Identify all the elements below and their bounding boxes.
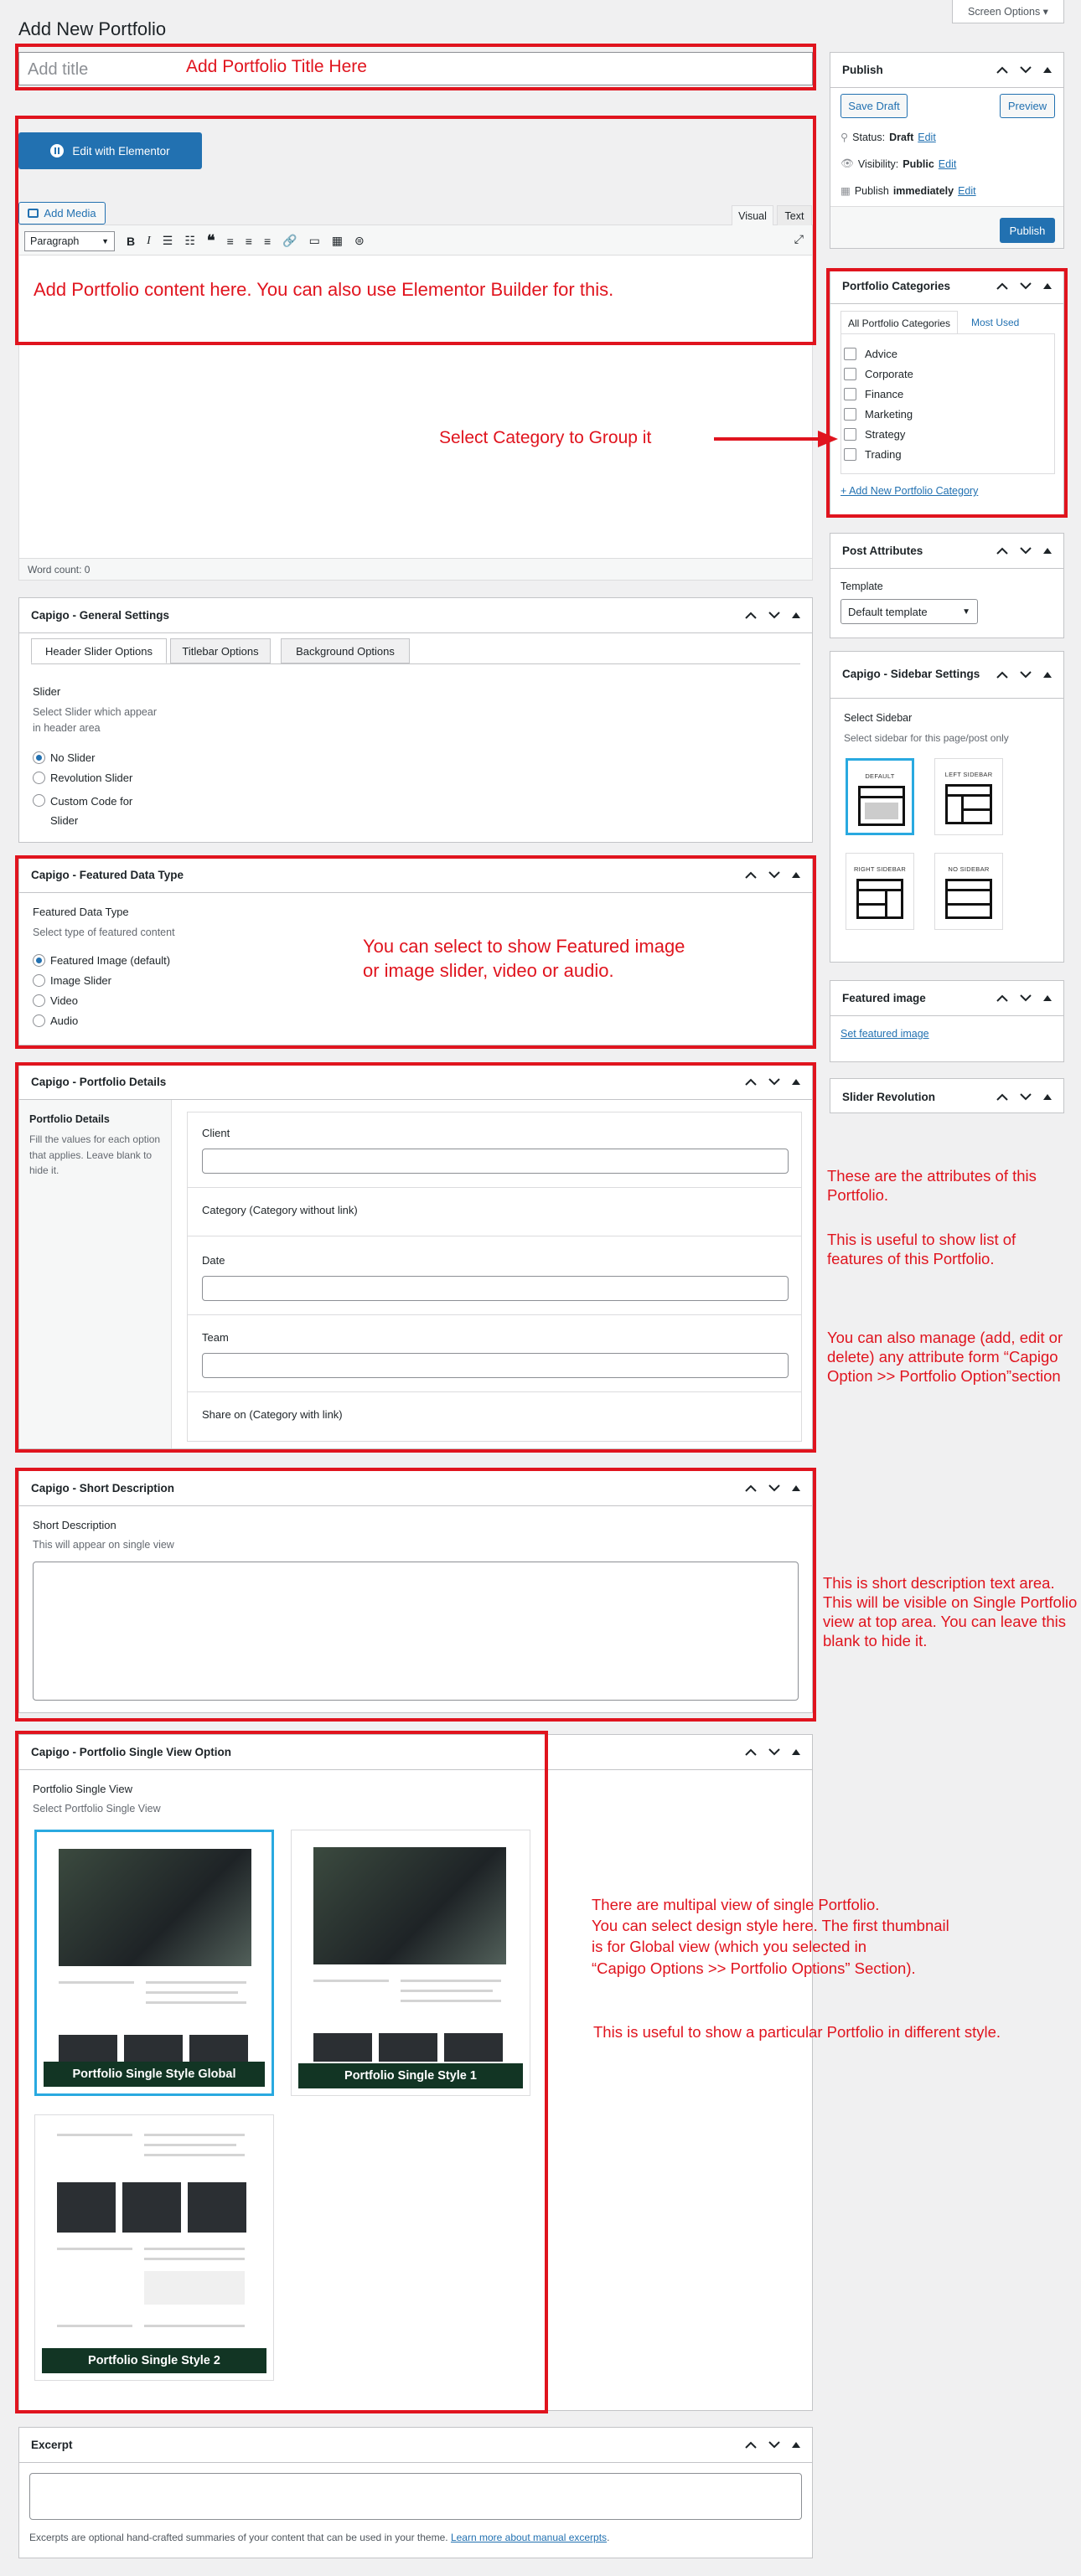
radio-label: No Slider	[50, 751, 96, 764]
visibility-edit-link[interactable]: Edit	[938, 157, 957, 170]
short-description-header[interactable]	[19, 1471, 812, 1506]
excerpt-textarea[interactable]	[29, 2473, 802, 2520]
field-label-category: Category (Category without link)	[202, 1204, 358, 1216]
publish-value: immediately	[892, 184, 954, 197]
radio-label: Featured Image (default)	[50, 954, 171, 967]
collapse-icon[interactable]	[1043, 995, 1052, 1001]
radio-label: Image Slider	[50, 974, 111, 987]
publish-edit-link[interactable]: Edit	[958, 184, 976, 197]
chevron-down-icon[interactable]	[1020, 994, 1032, 1002]
general-settings-title: Capigo - General Settings	[31, 609, 170, 622]
italic-icon[interactable]: I	[147, 234, 151, 247]
template-label: Template	[840, 581, 883, 592]
thumb-photo	[188, 2182, 246, 2233]
select-sidebar-desc: Select sidebar for this page/post only	[844, 732, 1009, 744]
general-settings-header[interactable]	[19, 598, 812, 633]
chevron-down-icon[interactable]	[1020, 547, 1032, 555]
chevron-up-icon[interactable]	[996, 282, 1008, 290]
portfolio-details-header[interactable]	[19, 1065, 812, 1100]
annotation-single-5: This is useful to show a particular Portfolio in different style.	[593, 2023, 1001, 2041]
chevron-up-icon[interactable]	[745, 1078, 757, 1086]
sidebar-option-none[interactable]	[934, 853, 1003, 930]
arrow-icon	[714, 429, 840, 449]
chevron-down-icon[interactable]	[768, 612, 780, 619]
checkbox[interactable]	[844, 368, 856, 380]
status-row	[840, 131, 936, 143]
slider-revolution-title: Slider Revolution	[842, 1090, 936, 1103]
single-view-desc: Select Portfolio Single View	[33, 1803, 161, 1815]
bullet-list-icon[interactable]: ☰	[162, 234, 173, 247]
short-description-desc: This will appear on single view	[33, 1539, 174, 1551]
categories-header[interactable]	[830, 269, 1063, 304]
align-left-icon[interactable]: ≡	[226, 234, 234, 248]
featured-data-title: Capigo - Featured Data Type	[31, 869, 184, 881]
post-attributes-title: Post Attributes	[842, 545, 923, 557]
add-media-button[interactable]	[18, 202, 106, 225]
sidebar-option-label: NO SIDEBAR	[948, 865, 990, 873]
visibility-label: Visibility:	[857, 157, 899, 170]
paragraph-select[interactable]	[24, 231, 115, 251]
template-value: Default template	[848, 605, 928, 618]
thumb-photo	[313, 2033, 372, 2062]
client-input[interactable]	[202, 1149, 789, 1174]
post-attributes-box	[830, 533, 1064, 638]
sidebar-option-right[interactable]	[846, 853, 914, 930]
word-count-bar: Word count: 0	[19, 558, 812, 580]
featured-image-title: Featured image	[842, 992, 926, 1004]
field-divider	[188, 1391, 801, 1392]
publish-header[interactable]	[830, 53, 1063, 88]
screen-options-button[interactable]: Screen Options ▾	[952, 0, 1064, 23]
chevron-down-icon[interactable]	[768, 1078, 780, 1086]
visibility-value: Public	[903, 157, 934, 170]
collapse-icon[interactable]	[1043, 672, 1052, 678]
calendar-icon: ▦	[840, 185, 851, 197]
annotation-content: Add Portfolio content here. You can also use Elementor Builder for this.	[34, 279, 614, 300]
chevron-down-icon[interactable]	[1020, 282, 1032, 290]
annotation-single-4: “Capigo Options >> Portfolio Options” Section).	[592, 1959, 916, 1977]
category-finance[interactable]	[844, 388, 903, 400]
sidebar-settings-title: Capigo - Sidebar Settings	[842, 668, 980, 681]
slider-revolution-box	[830, 1078, 1064, 1113]
radio-no-slider[interactable]	[33, 751, 95, 764]
featured-image-box	[830, 980, 1064, 1062]
annotation-category: Select Category to Group it	[439, 428, 652, 447]
tab-all-categories[interactable]: All Portfolio Categories	[840, 311, 958, 334]
template-select[interactable]	[840, 599, 978, 624]
thumb-photo	[59, 1849, 251, 1966]
sidebar-option-label: LEFT SIDEBAR	[944, 771, 993, 778]
thumb-photo	[57, 2182, 116, 2233]
excerpt-desc-text: Excerpts are optional hand-crafted summaries of your content that can be used in your theme.	[29, 2532, 448, 2543]
details-label: Portfolio Details	[29, 1113, 110, 1125]
slider-label: Slider	[33, 685, 61, 698]
numbered-list-icon[interactable]: ☷	[184, 234, 195, 247]
checkbox[interactable]	[844, 408, 856, 421]
categories-box	[830, 268, 1064, 515]
sidebar-option-left[interactable]	[934, 758, 1003, 835]
radio-revolution-slider[interactable]	[33, 772, 132, 784]
slider-revolution-header[interactable]	[830, 1079, 1063, 1114]
thumb-photo	[444, 2033, 503, 2062]
radio-custom-code[interactable]	[33, 792, 150, 831]
set-featured-image-link[interactable]: Set featured image	[840, 1028, 929, 1040]
field-label-client: Client	[202, 1127, 230, 1139]
annotation-single-1: There are multipal view of single Portfolio.	[592, 1896, 880, 1913]
annotation-featured-1: You can select to show Featured image	[363, 936, 685, 957]
checkbox[interactable]	[844, 388, 856, 400]
radio-circle	[33, 974, 45, 987]
radio-label: Video	[50, 994, 79, 1007]
publish-button[interactable]: Publish	[1000, 218, 1055, 243]
chevron-up-icon[interactable]	[996, 994, 1008, 1002]
collapse-icon[interactable]	[792, 1749, 800, 1755]
elementor-icon	[50, 144, 64, 157]
collapse-icon[interactable]	[792, 1079, 800, 1085]
thumb-style-2[interactable]	[34, 2114, 274, 2381]
featured-data-desc: Select type of featured content	[33, 927, 175, 938]
radio-circle	[33, 794, 45, 807]
radio-image-slider[interactable]	[33, 974, 111, 987]
general-settings-box	[18, 597, 813, 843]
single-view-header[interactable]	[19, 1735, 812, 1770]
title-placeholder: Add title	[28, 60, 89, 79]
single-view-title: Capigo - Portfolio Single View Option	[31, 1746, 231, 1758]
pin-icon: ⚲	[840, 132, 849, 143]
chevron-down-icon: ▼	[962, 607, 970, 617]
radio-label: Audio	[50, 1014, 79, 1027]
radio-circle	[33, 751, 45, 764]
excerpt-learn-more-link[interactable]: Learn more about manual excerpts	[450, 2532, 608, 2543]
add-new-category-link[interactable]: + Add New Portfolio Category	[840, 485, 979, 497]
thumb-caption: Portfolio Single Style 2	[42, 2348, 266, 2373]
title-input[interactable]	[18, 52, 813, 85]
annotation-details-2: This is useful to show list of features of this Portfolio.	[827, 1231, 1016, 1268]
tab-titlebar[interactable]: Titlebar Options	[170, 638, 271, 663]
category-label: Advice	[865, 348, 898, 360]
excerpt-box	[18, 2427, 813, 2558]
collapse-icon[interactable]	[792, 612, 800, 618]
thumb-photo	[379, 2033, 437, 2062]
tab-visual[interactable]: Visual	[732, 205, 773, 225]
checkbox[interactable]	[844, 348, 856, 360]
thumb-photo	[313, 1847, 506, 1964]
chevron-up-icon[interactable]	[745, 612, 757, 619]
details-desc: Fill the values for each option that applies. Leave blank to hide it.	[29, 1133, 161, 1177]
tab-most-used[interactable]: Most Used	[971, 317, 1020, 328]
thumb-caption: Portfolio Single Style 1	[298, 2063, 523, 2088]
blockquote-icon[interactable]: ❝	[206, 232, 215, 249]
annotation-single-2: You can select design style here. The first thumbnail	[592, 1917, 949, 1934]
category-label: Corporate	[865, 368, 913, 380]
layout-default-icon	[858, 786, 905, 826]
chevron-up-icon[interactable]	[745, 1484, 757, 1492]
chevron-down-icon: ▼	[101, 237, 109, 245]
collapse-icon[interactable]	[792, 1485, 800, 1491]
preview-button[interactable]: Preview	[1000, 94, 1055, 118]
category-trading[interactable]	[844, 448, 902, 461]
layout-right-sidebar-icon	[856, 879, 903, 919]
category-marketing[interactable]	[844, 408, 913, 421]
chevron-up-icon[interactable]	[745, 1748, 757, 1756]
publish-label: Publish	[854, 184, 889, 197]
thumb-photo	[189, 2035, 248, 2063]
format-toolbar	[127, 232, 365, 250]
sidebar-settings-header[interactable]	[830, 652, 1063, 699]
media-icon	[28, 209, 39, 218]
chevron-down-icon[interactable]	[1020, 1093, 1032, 1101]
field-label-date: Date	[202, 1254, 225, 1267]
select-sidebar-label: Select Sidebar	[844, 712, 913, 724]
short-description-box	[18, 1470, 813, 1713]
team-input[interactable]	[202, 1353, 789, 1378]
chevron-up-icon[interactable]	[996, 66, 1008, 74]
category-advice[interactable]	[844, 348, 897, 360]
radio-circle	[33, 1014, 45, 1027]
excerpt-desc	[29, 2532, 609, 2543]
annotation-featured-2: or image slider, video or audio.	[363, 960, 614, 981]
post-attributes-header[interactable]	[830, 534, 1063, 569]
category-strategy[interactable]	[844, 428, 905, 441]
category-label: Finance	[865, 388, 904, 400]
status-label: Status:	[852, 131, 886, 143]
chevron-down-icon[interactable]	[768, 871, 780, 879]
save-draft-button[interactable]: Save Draft	[840, 94, 908, 118]
sidebar-settings-box	[830, 651, 1064, 963]
category-corporate[interactable]	[844, 368, 913, 380]
publish-box	[830, 52, 1064, 249]
tabs-divider	[31, 663, 800, 664]
category-label: Strategy	[865, 428, 906, 441]
single-view-label: Portfolio Single View	[33, 1783, 132, 1795]
layout-left-sidebar-icon	[945, 784, 992, 824]
single-view-box	[18, 1734, 813, 2411]
radio-featured-image[interactable]	[33, 954, 170, 967]
excerpt-header[interactable]	[19, 2428, 812, 2463]
thumb-style-1[interactable]	[291, 1830, 530, 2096]
excerpt-period: .	[607, 2532, 610, 2543]
categories-title: Portfolio Categories	[842, 280, 951, 292]
chevron-up-icon[interactable]	[996, 1093, 1008, 1101]
chevron-up-icon[interactable]	[745, 871, 757, 879]
field-divider	[188, 1187, 801, 1188]
collapse-icon[interactable]	[1043, 1094, 1052, 1100]
thumb-photo	[124, 2035, 183, 2063]
radio-circle	[33, 954, 45, 967]
annotation-details-3: You can also manage (add, edit or delete) any attribute form “Capigo Option >> Portfolio Option”section	[827, 1329, 1063, 1386]
tab-text[interactable]: Text	[777, 205, 812, 225]
chevron-up-icon[interactable]	[996, 547, 1008, 555]
portfolio-details-title: Capigo - Portfolio Details	[31, 1076, 167, 1088]
category-label: Marketing	[865, 408, 913, 421]
category-label: Trading	[865, 448, 902, 461]
chevron-up-icon[interactable]	[745, 2441, 757, 2449]
radio-circle	[33, 994, 45, 1007]
align-center-icon[interactable]: ≡	[245, 234, 252, 248]
short-description-label: Short Description	[33, 1519, 116, 1531]
chevron-down-icon[interactable]	[1020, 671, 1032, 679]
chevron-down-icon[interactable]	[768, 1484, 780, 1492]
short-description-textarea[interactable]	[33, 1562, 799, 1701]
chevron-down-icon[interactable]	[1020, 66, 1032, 74]
thumb-caption: Portfolio Single Style Global	[44, 2062, 265, 2087]
sidebar-option-default[interactable]	[846, 758, 914, 835]
sidebar-option-label: DEFAULT	[865, 772, 895, 780]
checkbox[interactable]	[844, 428, 856, 441]
radio-circle	[33, 772, 45, 784]
status-value: Draft	[889, 131, 914, 143]
sidebar-option-label: RIGHT SIDEBAR	[853, 865, 907, 873]
collapse-icon[interactable]	[1043, 548, 1052, 554]
chevron-down-icon[interactable]	[768, 1748, 780, 1756]
add-media-label: Add Media	[44, 207, 96, 219]
collapse-icon[interactable]	[792, 872, 800, 878]
schedule-row	[840, 184, 976, 197]
excerpt-title: Excerpt	[31, 2439, 73, 2451]
link-icon[interactable]: 🔗	[282, 234, 297, 247]
tab-background[interactable]: Background Options	[281, 638, 410, 663]
read-more-icon[interactable]: ▭	[308, 234, 320, 247]
collapse-icon[interactable]	[792, 2442, 800, 2448]
annotation-details-1: These are the attributes of this Portfolio.	[827, 1167, 1037, 1205]
date-input[interactable]	[202, 1276, 789, 1301]
publish-title: Publish	[842, 64, 883, 76]
thumb-photo	[59, 2035, 117, 2063]
paragraph-label: Paragraph	[30, 235, 80, 247]
annotation-single-3: is for Global view (which you selected in	[592, 1938, 867, 1955]
short-description-title: Capigo - Short Description	[31, 1482, 175, 1494]
radio-video[interactable]	[33, 994, 78, 1007]
featured-data-header[interactable]	[19, 858, 812, 893]
field-label-share: Share on (Category with link)	[202, 1408, 343, 1421]
chevron-down-icon[interactable]	[768, 2441, 780, 2449]
featured-image-header[interactable]	[830, 981, 1063, 1016]
field-label-team: Team	[202, 1331, 229, 1344]
bold-icon[interactable]: B	[127, 234, 136, 248]
layout-no-sidebar-icon	[945, 879, 992, 919]
annotation-short: This is short description text area. This will be visible on Single Portfolio view at top area. You can leave this blank to hide it.	[823, 1574, 1078, 1650]
slider-desc: Select Slider which appear in header area	[33, 706, 157, 735]
tab-header-slider[interactable]: Header Slider Options	[31, 638, 167, 663]
thumb-global[interactable]	[34, 1830, 274, 2096]
chevron-up-icon[interactable]	[996, 671, 1008, 679]
thumb-photo	[122, 2182, 181, 2233]
toolbar-toggle-icon[interactable]: ▦	[331, 234, 344, 247]
checkbox[interactable]	[844, 448, 856, 461]
radio-label: Custom Code for Slider	[50, 795, 133, 828]
elementor-label: Edit with Elementor	[72, 144, 170, 157]
page-title: Add New Portfolio	[18, 18, 167, 39]
portfolio-details-box	[18, 1064, 813, 1449]
annotation-title: Add Portfolio Title Here	[186, 57, 367, 76]
visibility-row	[840, 157, 956, 170]
radio-label: Revolution Slider	[50, 772, 133, 784]
eye-icon: 👁	[840, 157, 854, 169]
status-edit-link[interactable]: Edit	[918, 131, 936, 143]
elementor-widget-icon[interactable]: ⊜	[354, 234, 365, 247]
elementor-button[interactable]	[18, 132, 202, 169]
collapse-icon[interactable]	[1043, 67, 1052, 73]
radio-audio[interactable]	[33, 1014, 78, 1027]
fullscreen-icon[interactable]: ⤢	[794, 232, 804, 245]
featured-data-label: Featured Data Type	[33, 906, 129, 918]
field-divider	[188, 1314, 801, 1315]
collapse-icon[interactable]	[1043, 283, 1052, 289]
align-right-icon[interactable]: ≡	[263, 234, 272, 248]
